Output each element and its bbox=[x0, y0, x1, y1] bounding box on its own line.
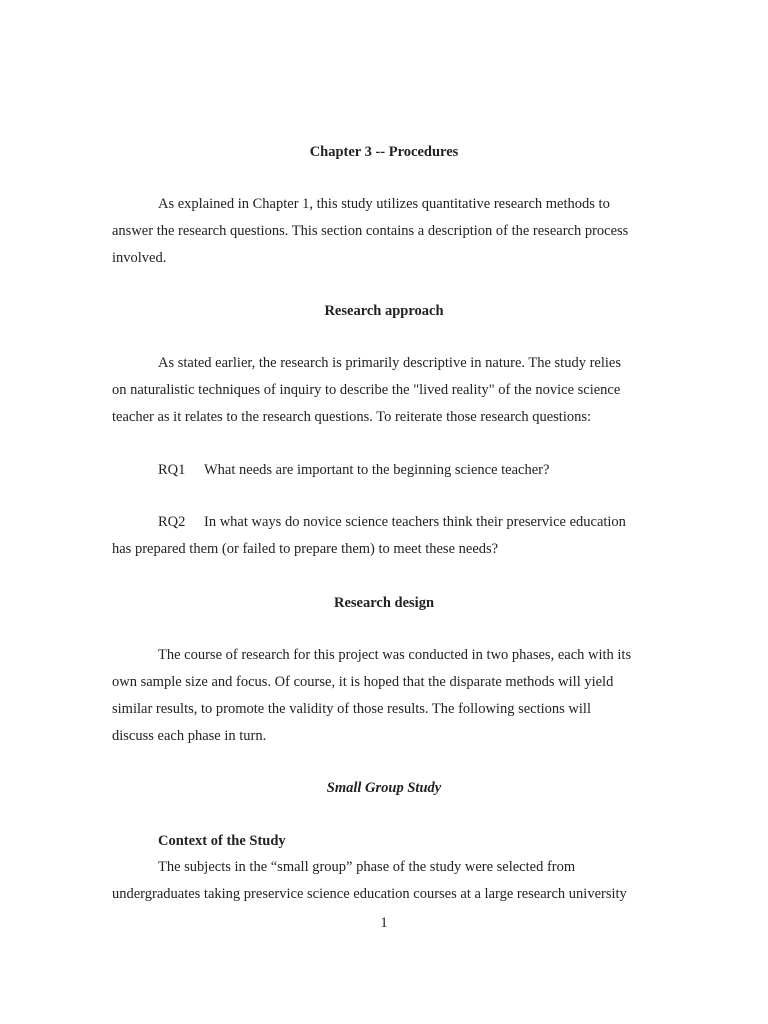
research-design-line: The course of research for this project was conducted in two phases, each with its bbox=[158, 647, 632, 663]
intro-line: involved. bbox=[112, 250, 167, 266]
chapter-title: Chapter 3 -- Procedures bbox=[309, 144, 459, 160]
context-subheading: Context of the Study bbox=[158, 833, 286, 849]
rq-label: RQ1 bbox=[158, 462, 186, 478]
research-approach-line: As stated earlier, the research is primarily descriptive in nature. The study relies bbox=[158, 355, 621, 371]
research-question-rq2 bbox=[158, 513, 626, 531]
rq-label: RQ2 bbox=[158, 514, 186, 530]
research-design-line: similar results, to promote the validity of those results. The following sections will bbox=[112, 701, 591, 717]
rq-text: What needs are important to the beginning science teacher? bbox=[204, 462, 550, 478]
research-design-line: discuss each phase in turn. bbox=[112, 728, 267, 744]
rq-text: In what ways do novice science teachers think their preservice education bbox=[204, 514, 626, 530]
rq-text-continued: has prepared them (or failed to prepare them) to meet these needs? bbox=[112, 541, 499, 557]
intro-line: answer the research questions. This section contains a description of the research process bbox=[112, 223, 629, 239]
research-approach-line: on naturalistic techniques of inquiry to describe the "lived reality" of the novice science bbox=[112, 382, 621, 398]
page-number: 1 bbox=[380, 915, 388, 931]
small-group-line: undergraduates taking preservice science education courses at a large research university bbox=[112, 886, 627, 902]
small-group-heading: Small Group Study bbox=[326, 780, 442, 796]
intro-line: As explained in Chapter 1, this study utilizes quantitative research methods to bbox=[158, 196, 610, 212]
research-approach-line: teacher as it relates to the research questions. To reiterate those research questions: bbox=[112, 409, 592, 425]
research-question-rq1 bbox=[158, 461, 549, 479]
research-approach-heading: Research approach bbox=[324, 303, 444, 319]
research-design-heading: Research design bbox=[333, 595, 435, 611]
small-group-line: The subjects in the “small group” phase of the study were selected from bbox=[158, 859, 576, 875]
research-design-line: own sample size and focus. Of course, it is hoped that the disparate methods will yield bbox=[112, 674, 614, 690]
